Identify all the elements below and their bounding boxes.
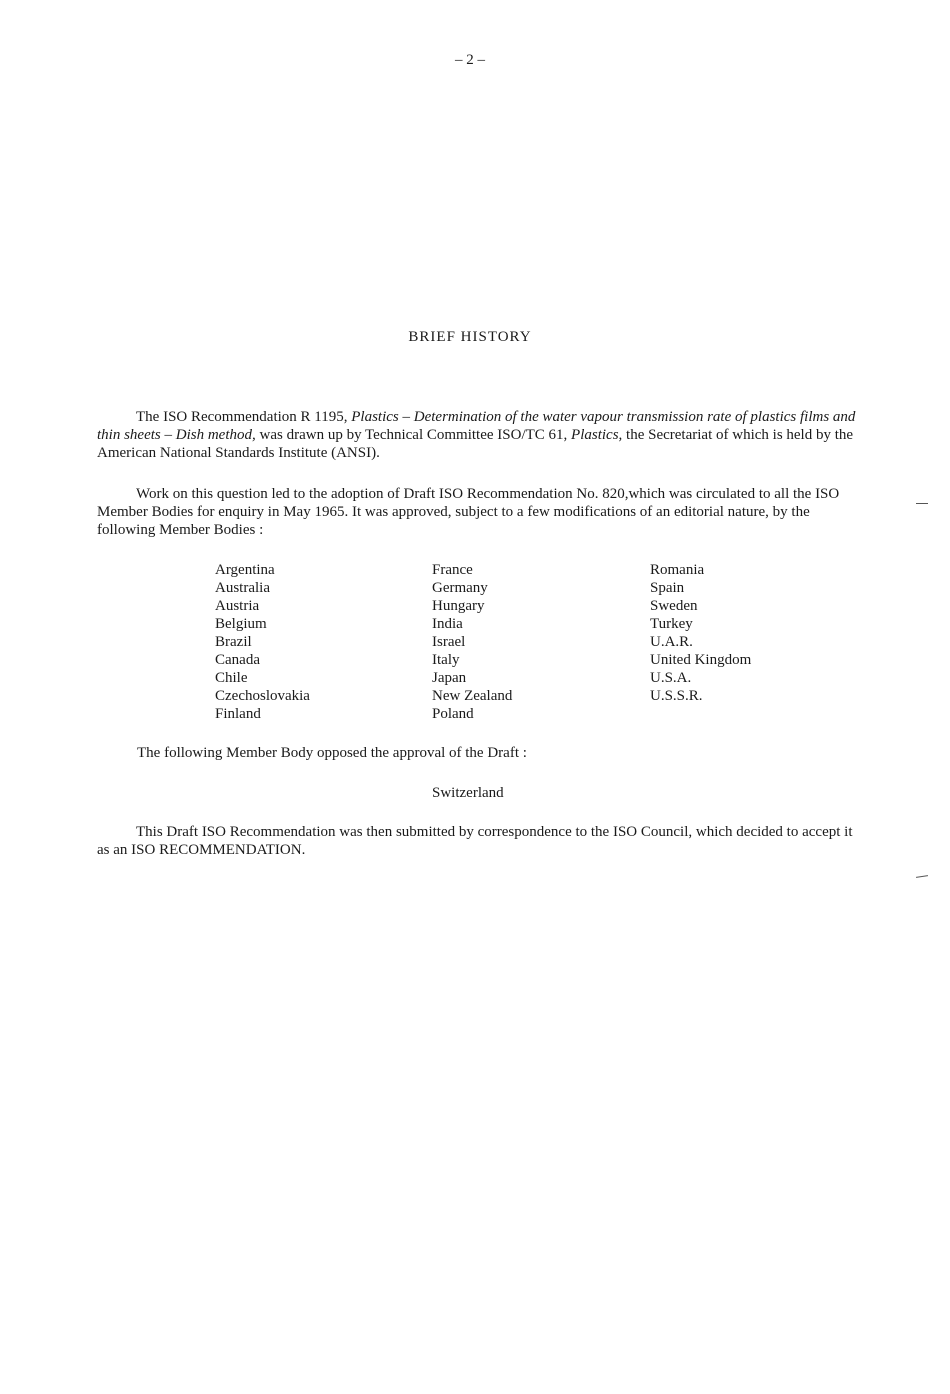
paragraph-approval — [97, 485, 862, 539]
member-column-1 — [215, 561, 310, 723]
member-body-item: Romania — [650, 562, 705, 578]
member-body-item: New Zealand — [432, 688, 513, 704]
member-body-item: Spain — [650, 580, 685, 596]
member-body-item: Italy — [432, 652, 460, 668]
page-number: – 2 – — [455, 52, 485, 68]
member-column-3 — [650, 561, 751, 705]
section-heading: BRIEF HISTORY — [408, 329, 532, 345]
paragraph-origin-middle: was drawn up by Technical Committee ISO/TC 61, — [255, 427, 572, 443]
member-body-item: Canada — [215, 652, 260, 668]
member-body-item: Belgium — [215, 616, 267, 632]
member-body-item: Brazil — [215, 634, 252, 650]
opposed-member-body: Switzerland — [432, 785, 504, 801]
paragraph-origin — [97, 408, 862, 462]
member-body-item: U.S.A. — [650, 670, 692, 686]
member-body-item: Chile — [215, 670, 248, 686]
paragraph-origin-tail: the Secretariat of which is held by the American National Standards Institute (ANSI). — [97, 427, 854, 461]
committee-name: Plastics, — [571, 427, 623, 443]
member-column-2 — [432, 561, 512, 723]
member-body-item: U.S.S.R. — [650, 688, 703, 704]
member-body-item: Finland — [215, 706, 261, 722]
margin-mark — [916, 875, 928, 878]
member-body-item: U.A.R. — [650, 634, 693, 650]
member-body-item: Australia — [215, 580, 270, 596]
member-body-item: India — [432, 616, 463, 632]
paragraph-approval-text: Work on this question led to the adoption of Draft ISO Recommendation No. 820,which was circulated to all the ISO Member Bodies for enquiry in May 1965. It was approved, subject to a few modifications of an editorial nature, by the following Member Bodies : — [97, 486, 840, 538]
member-body-item: Austria — [215, 598, 260, 614]
member-body-item: Israel — [432, 634, 466, 650]
paragraph-origin-lead: The ISO Recommendation R 1195, — [136, 409, 352, 425]
member-body-item: Czechoslovakia — [215, 688, 310, 704]
member-body-item: United Kingdom — [650, 652, 752, 668]
member-body-item: France — [432, 562, 473, 578]
member-body-item: Sweden — [650, 598, 698, 614]
standard-title: Plastics – Determination of the water vapour transmission rate of plastics films and thin sheets – Dish method, — [97, 409, 856, 443]
paragraph-acceptance — [97, 823, 862, 859]
member-body-item: Hungary — [432, 598, 485, 614]
margin-mark — [916, 503, 928, 504]
member-body-item: Poland — [432, 706, 474, 722]
paragraph-opposition: The following Member Body opposed the approval of the Draft : — [137, 745, 527, 761]
paragraph-acceptance-text: This Draft ISO Recommendation was then submitted by correspondence to the ISO Council, which decided to accept it as an ISO RECOMMENDATION. — [97, 824, 853, 858]
member-body-item: Argentina — [215, 562, 275, 578]
member-body-item: Japan — [432, 670, 467, 686]
member-body-item: Germany — [432, 580, 488, 596]
member-body-item: Turkey — [650, 616, 693, 632]
